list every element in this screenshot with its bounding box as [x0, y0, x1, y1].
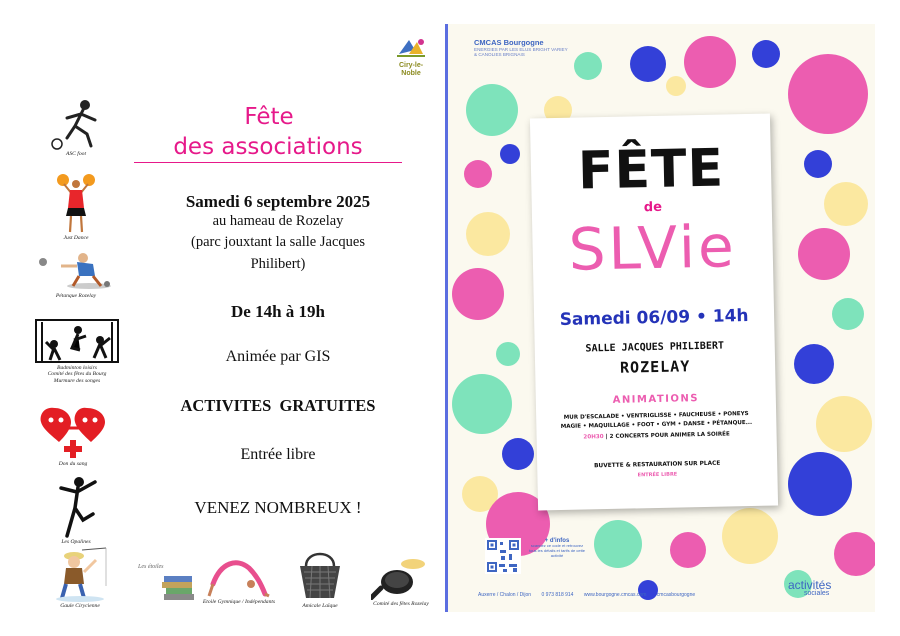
assoc-caption: Comité des fêtes du Bourg	[47, 371, 107, 378]
event-call: VENEZ NOMBREUX !	[194, 498, 362, 517]
poster-date-time: Samedi 06/09 • 14h	[559, 306, 749, 330]
svg-text:Les étoiles: Les étoiles	[138, 564, 164, 570]
assoc-caption: Etoile Gymnique / Indépendants	[202, 599, 276, 605]
assoc-caption: Gaule Cirycienne	[60, 603, 100, 609]
poster-venue: SALLE JACQUES PHILIBERT	[585, 340, 725, 355]
blood-donation-icon	[37, 402, 109, 460]
poster-footer-phone: 0 973 818 914	[541, 592, 574, 598]
poster-footer-social: cmcasbourgogne	[656, 592, 696, 598]
gymnast-icon	[207, 554, 271, 598]
assoc-caption: Pétanque Rozelay	[55, 293, 97, 299]
qr-code-icon	[485, 538, 521, 574]
poster-animations-line2: MAGIE • MAQUILLAGE • FOOT • GYM • DANSE • PÉTANQUE...	[560, 419, 753, 430]
poster-buvette: BUVETTE & RESTAURATION SUR PLACE	[594, 460, 721, 470]
activites-sociales-logo	[788, 580, 831, 596]
event-activities: ACTIVITES GRATUITES	[180, 396, 376, 415]
brand-main: activités	[788, 578, 832, 592]
assoc-caption: Amicale Laïque	[302, 603, 338, 609]
assoc-caption: ASC foot	[65, 151, 87, 157]
assoc-gaule-cirycienne	[40, 546, 120, 609]
poster-animations-title: ANIMATIONS	[612, 393, 700, 406]
poster-de: de	[643, 199, 663, 216]
brand-sub: sociales	[804, 590, 830, 597]
assoc-caption: Badminton loisirs	[57, 365, 97, 371]
assoc-just-dance	[36, 172, 116, 241]
assoc-asc-foot	[36, 98, 116, 157]
assoc-etoile-gymnique	[202, 554, 276, 605]
assoc-don-du-sang	[30, 402, 116, 467]
event-entry: Entrée libre	[240, 446, 316, 463]
poster-info-title: + d'infos	[544, 538, 570, 544]
poster-info	[528, 538, 586, 558]
assoc-opalines	[36, 474, 116, 545]
poster-org-header	[474, 38, 568, 58]
poster-org-sub1: ENERGIES PAR LES ELUS BRIGHT VARIEY	[474, 47, 568, 52]
event-place-line1: au hameau de Rozelay	[212, 213, 344, 229]
poster-concert-text: | 2 CONCERTS POUR ANIMER LA SOIRÉE	[603, 431, 730, 441]
logo-caption: Ciry-le-Noble	[398, 62, 424, 77]
poster-org-name: CMCAS Bourgogne	[474, 38, 544, 47]
assoc-amicale-laique	[284, 548, 356, 609]
poster-footer	[478, 592, 704, 598]
soccer-player-icon	[47, 98, 105, 150]
event-hours: De 14h à 19h	[231, 302, 325, 321]
assoc-badminton-comite-murmure	[32, 318, 122, 384]
poster-slvie-title: SLVie	[567, 212, 738, 284]
poster-town: ROZELAY	[619, 357, 691, 377]
poster-footer-region: Auxerre / Chalon / Dijon	[478, 592, 532, 598]
assoc-caption: Les Opalines	[61, 539, 91, 545]
petanque-player-icon	[37, 252, 115, 292]
event-place-line2: (parc jouxtant la salle Jacques	[191, 234, 365, 250]
poster-fete-title: FÊTE	[577, 138, 725, 202]
fishing-child-icon	[52, 546, 108, 602]
poster-entree-libre: ENTRÉE LIBRE	[637, 471, 678, 479]
assoc-petanque	[36, 252, 116, 299]
poster-animations-line1: MUR D'ESCALADE • VENTRIGLISSE • FAUCHEUSE • PONEYS	[563, 411, 749, 421]
assoc-caption: Murmure des songes	[53, 377, 101, 384]
event-host: Animée par GIS	[225, 348, 331, 365]
slvie-poster	[445, 24, 875, 612]
ciry-le-noble-logo	[390, 36, 432, 78]
poster-concert-line	[541, 430, 773, 443]
event-date: Samedi 6 septembre 2025	[185, 192, 371, 211]
assoc-caption: Just Dance	[63, 235, 89, 241]
dancer-silhouette-icon	[53, 474, 99, 538]
assoc-caption: Don du sang	[58, 461, 88, 467]
basket-icon	[296, 548, 344, 602]
town-logo-icon	[395, 36, 427, 58]
poster-footer-web: www.bourgogne.cmcas.com	[583, 592, 647, 598]
flyer-title-line1: Fête	[244, 104, 294, 130]
assoc-comite-rozelay	[360, 552, 442, 607]
cheerleader-icon	[56, 172, 96, 234]
books-illustration	[134, 558, 200, 606]
event-place-line3: Philibert)	[250, 256, 306, 272]
flyer-title-line2: des associations	[134, 134, 402, 163]
badminton-icon	[34, 318, 120, 364]
crepe-pan-icon	[371, 552, 431, 600]
assoc-caption: Comité des fêtes Rozelay	[373, 601, 429, 607]
poster-card	[530, 114, 778, 511]
poster-info-desc: scannez ce code et retrouvez tous les détails et tarifs de cette activité	[528, 543, 586, 558]
poster-concert-time: 20H30	[583, 434, 604, 441]
poster-org-sub2: & CANOLIES BRIGNAIS	[474, 52, 525, 58]
